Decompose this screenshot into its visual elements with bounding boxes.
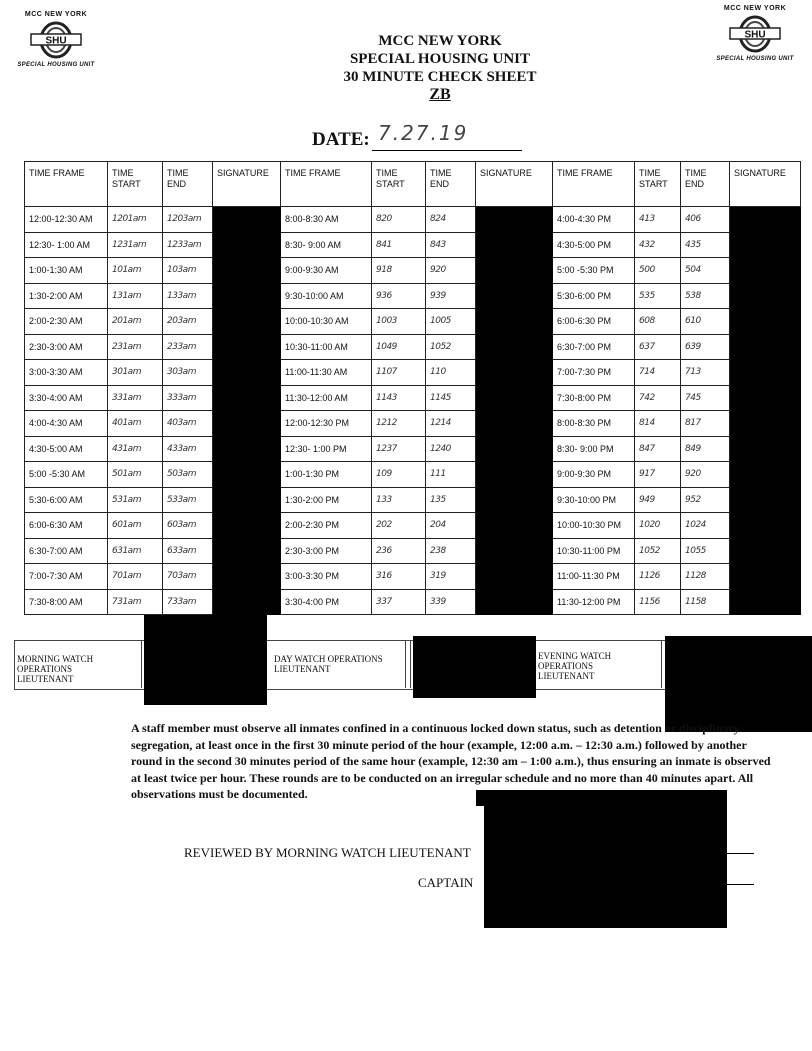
time-end-cell: 633am: [163, 538, 213, 564]
header-time-end: TIME END: [163, 162, 213, 207]
time-end-cell: 1128: [681, 564, 730, 590]
time-end-cell: 1214: [426, 411, 476, 437]
redacted-signature-cell: [730, 462, 801, 488]
time-frame-cell: 2:00-2:30 AM: [25, 309, 108, 335]
time-end-cell: 1240: [426, 436, 476, 462]
time-end-cell: 603am: [163, 513, 213, 539]
redacted-signature-cell: [213, 334, 281, 360]
time-end-cell: 538: [681, 283, 730, 309]
header-time-start: TIME START: [108, 162, 163, 207]
time-end-cell: 824: [426, 207, 476, 233]
time-start-cell: 201am: [108, 309, 163, 335]
time-end-cell: 303am: [163, 360, 213, 386]
redacted-signature-cell: [213, 258, 281, 284]
redacted-signature-cell: [476, 360, 553, 386]
redacted-signature-cell: [476, 385, 553, 411]
time-start-cell: 432: [635, 232, 681, 258]
time-frame-cell: 4:00-4:30 AM: [25, 411, 108, 437]
time-start-cell: 500: [635, 258, 681, 284]
time-frame-cell: 2:00-2:30 PM: [281, 513, 372, 539]
redacted-signature-cell: [213, 283, 281, 309]
time-frame-cell: 2:30-3:00 AM: [25, 334, 108, 360]
time-start-cell: 413: [635, 207, 681, 233]
time-frame-cell: 7:00-7:30 AM: [25, 564, 108, 590]
time-frame-cell: 4:00-4:30 PM: [553, 207, 635, 233]
time-frame-cell: 7:30-8:00 AM: [25, 589, 108, 615]
time-frame-cell: 1:30-2:00 PM: [281, 487, 372, 513]
time-frame-cell: 1:00-1:30 PM: [281, 462, 372, 488]
header-time-end: TIME END: [681, 162, 730, 207]
time-frame-cell: 1:30-2:00 AM: [25, 283, 108, 309]
time-start-cell: 531am: [108, 487, 163, 513]
redacted-signature-cell: [213, 232, 281, 258]
time-frame-cell: 7:30-8:00 PM: [553, 385, 635, 411]
table-row: [25, 487, 801, 513]
time-frame-cell: 10:30-11:00 AM: [281, 334, 372, 360]
time-end-cell: 1024: [681, 513, 730, 539]
header-time-start: TIME START: [372, 162, 426, 207]
shu-emblem-icon: [25, 20, 87, 60]
date-value: 7.27.19: [378, 121, 469, 145]
time-start-cell: 501am: [108, 462, 163, 488]
redacted-signature-cell: [730, 334, 801, 360]
table-row: [25, 589, 801, 615]
time-start-cell: 431am: [108, 436, 163, 462]
time-start-cell: 841: [372, 232, 426, 258]
table-row: [25, 538, 801, 564]
time-frame-cell: 1:00-1:30 AM: [25, 258, 108, 284]
time-end-cell: 1052: [426, 334, 476, 360]
time-start-cell: 131am: [108, 283, 163, 309]
time-frame-cell: 5:00 -5:30 AM: [25, 462, 108, 488]
time-frame-cell: 6:00-6:30 PM: [553, 309, 635, 335]
time-end-cell: 333am: [163, 385, 213, 411]
time-start-cell: 109: [372, 462, 426, 488]
time-start-cell: 401am: [108, 411, 163, 437]
time-frame-cell: 3:30-4:00 PM: [281, 589, 372, 615]
redacted-signature-cell: [476, 564, 553, 590]
evening-watch-label: EVENING WATCH OPERATIONS LIEUTENANT: [538, 651, 612, 681]
redacted-signature-cell: [213, 309, 281, 335]
time-end-cell: 713: [681, 360, 730, 386]
logo-top-text: MCC NEW YORK: [723, 5, 787, 12]
time-start-cell: 1237: [372, 436, 426, 462]
time-end-cell: 843: [426, 232, 476, 258]
time-end-cell: 939: [426, 283, 476, 309]
time-frame-cell: 12:30- 1:00 AM: [25, 232, 108, 258]
table-row: [25, 309, 801, 335]
time-frame-cell: 2:30-3:00 PM: [281, 538, 372, 564]
time-frame-cell: 7:00-7:30 PM: [553, 360, 635, 386]
time-end-cell: 110: [426, 360, 476, 386]
reviewed-by-label: REVIEWED BY MORNING WATCH LIEUTENANT: [184, 845, 471, 860]
header-signature: SIGNATURE: [213, 162, 281, 207]
time-frame-cell: 8:30- 9:00 AM: [281, 232, 372, 258]
time-start-cell: 133: [372, 487, 426, 513]
time-frame-cell: 11:30-12:00 PM: [553, 589, 635, 615]
time-start-cell: 337: [372, 589, 426, 615]
redacted-signature-cell: [213, 207, 281, 233]
redacted-signature-cell: [476, 283, 553, 309]
table-row: [25, 334, 801, 360]
redacted-signature-cell: [213, 538, 281, 564]
morning-watch-label: MORNING WATCH OPERATIONS LIEUTENANT: [17, 654, 94, 684]
time-start-cell: 1212: [372, 411, 426, 437]
redacted-signature-cell: [476, 589, 553, 615]
date-label: DATE:: [312, 129, 370, 150]
time-end-cell: 435: [681, 232, 730, 258]
time-start-cell: 1156: [635, 589, 681, 615]
time-start-cell: 231am: [108, 334, 163, 360]
table-row: [25, 207, 801, 233]
redacted-signature-cell: [213, 360, 281, 386]
time-start-cell: 1020: [635, 513, 681, 539]
time-frame-cell: 8:30- 9:00 PM: [553, 436, 635, 462]
time-start-cell: 535: [635, 283, 681, 309]
redacted-signature-cell: [213, 462, 281, 488]
divider: [661, 640, 662, 688]
redacted-signature-cell: [476, 334, 553, 360]
time-start-cell: 814: [635, 411, 681, 437]
heading-line-1: MCC NEW YORK: [378, 33, 502, 49]
time-end-cell: 610: [681, 309, 730, 335]
table-row: [25, 360, 801, 386]
redacted-signature-cell: [476, 513, 553, 539]
time-frame-cell: 12:30- 1:00 PM: [281, 436, 372, 462]
redacted-signature-cell: [213, 385, 281, 411]
time-frame-cell: 8:00-8:30 AM: [281, 207, 372, 233]
time-start-cell: 1231am: [108, 232, 163, 258]
time-end-cell: 1055: [681, 538, 730, 564]
time-end-cell: 1203am: [163, 207, 213, 233]
redacted-signature-cell: [730, 283, 801, 309]
time-frame-cell: 9:00-9:30 PM: [553, 462, 635, 488]
redacted-signature-cell: [730, 411, 801, 437]
redacted-signature-cell: [213, 564, 281, 590]
logo-bottom-text: SPECIAL HOUSING UNIT: [17, 62, 95, 68]
time-start-cell: 301am: [108, 360, 163, 386]
time-frame-cell: 11:30-12:00 AM: [281, 385, 372, 411]
time-end-cell: 1005: [426, 309, 476, 335]
time-frame-cell: 6:30-7:00 AM: [25, 538, 108, 564]
time-end-cell: 703am: [163, 564, 213, 590]
redacted-signature-cell: [476, 436, 553, 462]
redacted-signature-cell: [213, 589, 281, 615]
time-end-cell: 204: [426, 513, 476, 539]
logo-left: [6, 11, 106, 68]
time-end-cell: 920: [681, 462, 730, 488]
time-end-cell: 1233am: [163, 232, 213, 258]
redacted-review-signatures: [484, 790, 727, 928]
time-end-cell: 1158: [681, 589, 730, 615]
time-start-cell: 918: [372, 258, 426, 284]
redacted-signature-cell: [730, 258, 801, 284]
shu-emblem-icon: [724, 14, 786, 54]
time-frame-cell: 5:30-6:00 PM: [553, 283, 635, 309]
time-start-cell: 714: [635, 360, 681, 386]
time-frame-cell: 8:00-8:30 PM: [553, 411, 635, 437]
time-frame-cell: 9:30-10:00 AM: [281, 283, 372, 309]
heading-line-3: 30 MINUTE CHECK SHEET: [343, 69, 537, 85]
redacted-signature-cell: [213, 513, 281, 539]
table-row: [25, 283, 801, 309]
redacted-signature-cell: [476, 411, 553, 437]
captain-label: CAPTAIN: [418, 875, 474, 890]
redacted-signature-cell: [213, 411, 281, 437]
time-end-cell: 952: [681, 487, 730, 513]
time-start-cell: 1003: [372, 309, 426, 335]
divider: [141, 640, 142, 688]
time-start-cell: 236: [372, 538, 426, 564]
policy-text: A staff member must observe all inmates confined in a continuous locked down status, such as detention or disciplinary segregation, at least once in the first 30 minute period of the hour (example, 12:00 a.m. – 12:30 a.m.) followed by another round in the second 30 minutes period of the same hour (example, 12:30 am – 1:00 a.m.), thus ensuring an inmate is observed at least twice per hour. These rounds are to be conducted on an irregular schedule and no more than 40 minutes apart. All observations must be documented.: [131, 721, 771, 801]
table-row: [25, 564, 801, 590]
time-start-cell: 917: [635, 462, 681, 488]
time-start-cell: 701am: [108, 564, 163, 590]
time-start-cell: 608: [635, 309, 681, 335]
table-row: [25, 513, 801, 539]
time-frame-cell: 10:00-10:30 AM: [281, 309, 372, 335]
time-start-cell: 316: [372, 564, 426, 590]
redacted-signature-cell: [730, 564, 801, 590]
time-end-cell: 533am: [163, 487, 213, 513]
time-frame-cell: 4:30-5:00 AM: [25, 436, 108, 462]
time-frame-cell: 5:30-6:00 AM: [25, 487, 108, 513]
time-end-cell: 817: [681, 411, 730, 437]
time-start-cell: 1107: [372, 360, 426, 386]
time-start-cell: 820: [372, 207, 426, 233]
time-frame-cell: 5:00 -5:30 PM: [553, 258, 635, 284]
redacted-signature-cell: [730, 436, 801, 462]
time-start-cell: 1201am: [108, 207, 163, 233]
redacted-signature-cell: [476, 462, 553, 488]
table-row: [25, 258, 801, 284]
time-start-cell: 742: [635, 385, 681, 411]
date-underline: [372, 150, 522, 151]
time-end-cell: 203am: [163, 309, 213, 335]
time-frame-cell: 3:30-4:00 AM: [25, 385, 108, 411]
time-frame-cell: 10:00-10:30 PM: [553, 513, 635, 539]
time-start-cell: 202: [372, 513, 426, 539]
header-time-frame: TIME FRAME: [25, 162, 108, 207]
redacted-signature-cell: [730, 487, 801, 513]
redacted-signature-cell: [730, 589, 801, 615]
header-signature: SIGNATURE: [730, 162, 801, 207]
redacted-signature-cell: [730, 232, 801, 258]
time-start-cell: 731am: [108, 589, 163, 615]
redacted-signature-cell: [730, 207, 801, 233]
redacted-signature-cell: [476, 538, 553, 564]
check-sheet-table: [24, 161, 801, 615]
logo-right: [705, 5, 805, 62]
time-frame-cell: 6:30-7:00 PM: [553, 334, 635, 360]
redacted-signature-cell: [730, 538, 801, 564]
day-watch-label: DAY WATCH OPERATIONS LIEUTENANT: [274, 654, 383, 674]
time-start-cell: 1143: [372, 385, 426, 411]
time-frame-cell: 10:30-11:00 PM: [553, 538, 635, 564]
time-frame-cell: 3:00-3:30 AM: [25, 360, 108, 386]
redacted-signature-cell: [476, 487, 553, 513]
time-start-cell: 331am: [108, 385, 163, 411]
time-end-cell: 504: [681, 258, 730, 284]
time-end-cell: 503am: [163, 462, 213, 488]
time-end-cell: 406: [681, 207, 730, 233]
redacted-signature-cell: [730, 360, 801, 386]
redacted-signature-cell: [213, 436, 281, 462]
time-start-cell: 601am: [108, 513, 163, 539]
document-heading: [250, 32, 630, 104]
time-start-cell: 637: [635, 334, 681, 360]
time-end-cell: 433am: [163, 436, 213, 462]
time-end-cell: 745: [681, 385, 730, 411]
redacted-signature-cell: [476, 207, 553, 233]
time-frame-cell: 11:00-11:30 PM: [553, 564, 635, 590]
time-end-cell: 135: [426, 487, 476, 513]
time-end-cell: 639: [681, 334, 730, 360]
redacted-signature-cell: [213, 487, 281, 513]
time-frame-cell: 12:00-12:30 AM: [25, 207, 108, 233]
heading-line-2: SPECIAL HOUSING UNIT: [349, 51, 531, 67]
time-start-cell: 101am: [108, 258, 163, 284]
time-end-cell: 103am: [163, 258, 213, 284]
time-start-cell: 847: [635, 436, 681, 462]
time-frame-cell: 6:00-6:30 AM: [25, 513, 108, 539]
table-row: [25, 436, 801, 462]
time-frame-cell: 9:00-9:30 AM: [281, 258, 372, 284]
time-end-cell: 111: [426, 462, 476, 488]
time-frame-cell: 12:00-12:30 PM: [281, 411, 372, 437]
logo-bottom-text: SPECIAL HOUSING UNIT: [716, 56, 794, 62]
time-frame-cell: 11:00-11:30 AM: [281, 360, 372, 386]
time-frame-cell: 4:30-5:00 PM: [553, 232, 635, 258]
redacted-signature-cell: [476, 258, 553, 284]
table-header-row: [25, 162, 801, 207]
redacted-signature-cell: [730, 385, 801, 411]
time-start-cell: 1052: [635, 538, 681, 564]
time-end-cell: 403am: [163, 411, 213, 437]
divider: [410, 640, 411, 688]
header-time-start: TIME START: [635, 162, 681, 207]
time-end-cell: 319: [426, 564, 476, 590]
redacted-day-signature: [413, 636, 536, 698]
time-end-cell: 339: [426, 589, 476, 615]
time-start-cell: 1049: [372, 334, 426, 360]
time-end-cell: 920: [426, 258, 476, 284]
svg-text:SHU: SHU: [744, 29, 766, 41]
time-frame-cell: 3:00-3:30 PM: [281, 564, 372, 590]
table-row: [25, 385, 801, 411]
header-signature: SIGNATURE: [476, 162, 553, 207]
redacted-evening-signature: [665, 636, 812, 732]
time-start-cell: 936: [372, 283, 426, 309]
time-end-cell: 849: [681, 436, 730, 462]
time-frame-cell: 9:30-10:00 PM: [553, 487, 635, 513]
time-start-cell: 949: [635, 487, 681, 513]
table-row: [25, 462, 801, 488]
redacted-signature-cell: [730, 309, 801, 335]
header-time-end: TIME END: [426, 162, 476, 207]
time-end-cell: 733am: [163, 589, 213, 615]
header-time-frame: TIME FRAME: [281, 162, 372, 207]
time-end-cell: 238: [426, 538, 476, 564]
redacted-signature-cell: [730, 513, 801, 539]
logo-top-text: MCC NEW YORK: [24, 11, 88, 18]
redacted-signature-cell: [476, 309, 553, 335]
time-end-cell: 1145: [426, 385, 476, 411]
table-row: [25, 232, 801, 258]
date-row: [312, 123, 532, 151]
divider: [405, 640, 406, 688]
time-start-cell: 1126: [635, 564, 681, 590]
svg-text:SHU: SHU: [45, 35, 67, 47]
redacted-morning-signature: [144, 615, 267, 705]
time-start-cell: 631am: [108, 538, 163, 564]
table-row: [25, 411, 801, 437]
unit-code: ZB: [429, 86, 451, 103]
header-time-frame: TIME FRAME: [553, 162, 635, 207]
time-end-cell: 133am: [163, 283, 213, 309]
time-end-cell: 233am: [163, 334, 213, 360]
redacted-signature-cell: [476, 232, 553, 258]
